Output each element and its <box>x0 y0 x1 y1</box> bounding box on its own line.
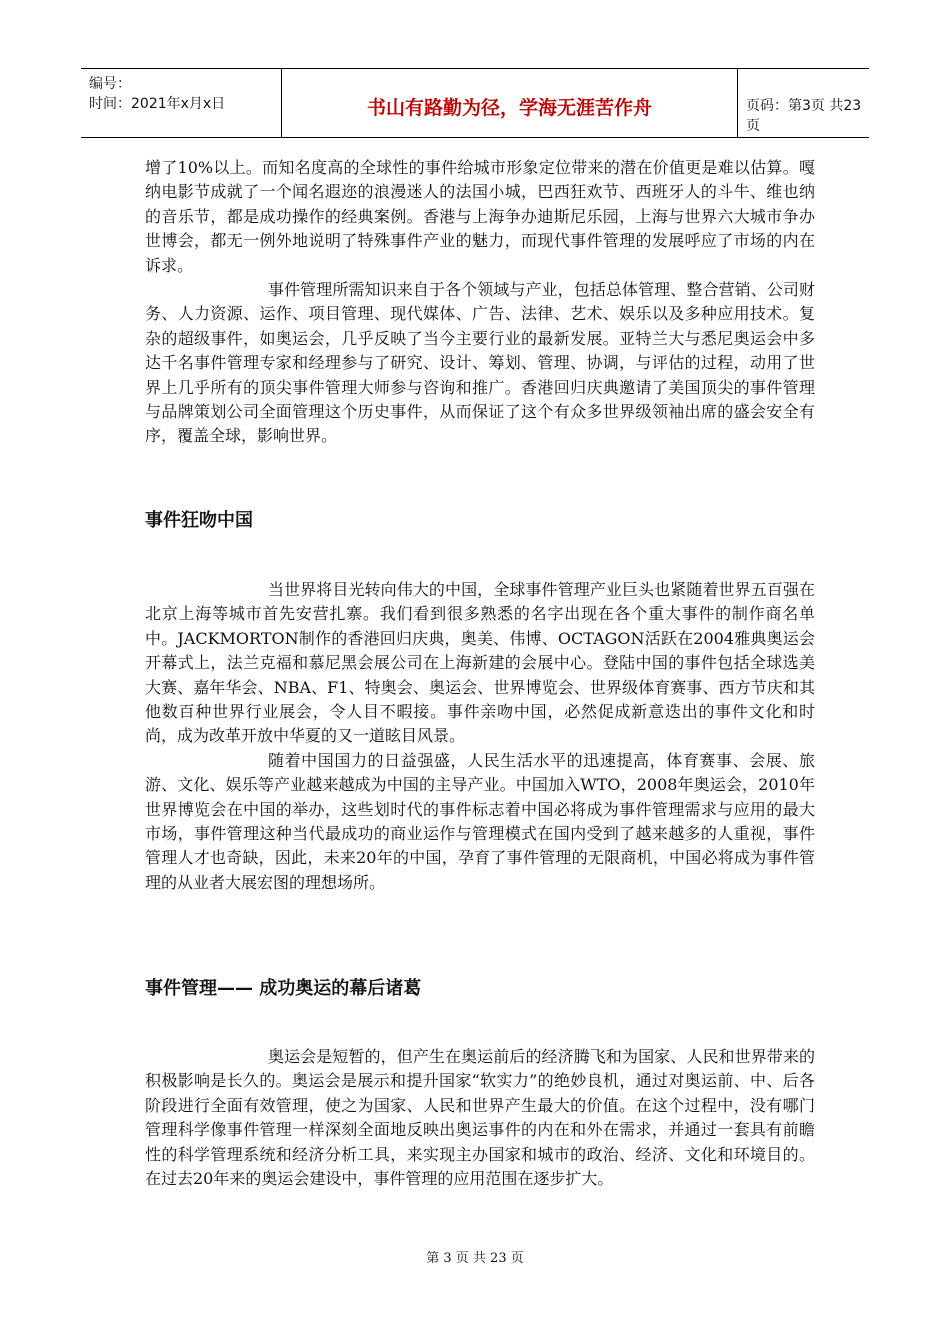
paragraph: 事件管理所需知识来自于各个领域与产业，包括总体管理、整合营销、公司财务、人力资源、运作、项目管理、现代媒体、广告、法律、艺术、娱乐以及多种应用技术。复杂的超级事件，如奥运会，几乎反映了当今主要行业的最新发展。亚特兰大与悉尼奥运会中多达千名事件管理专家和经理参与了研究、设计、筹划、管理、协调，与评估的过程，动用了世界上几乎所有的顶尖事件管理大师参与咨询和推广。香港回归庆典邀请了美国顶尖的事件管理与品牌策划公司全面管理这个历史事件，从而保证了这个有众多世界级领袖出席的盛会安全有序，覆盖全球，影响世界。 <box>145 280 815 446</box>
section-heading: 事件狂吻中国 <box>145 510 253 531</box>
header-motto <box>282 69 738 137</box>
time-label: 时间：2021年x月x日 <box>89 96 226 112</box>
section1-body <box>145 156 815 449</box>
code-label: 编号： <box>89 76 131 92</box>
section-heading: 事件管理—— 成功奥运的幕后诸葛 <box>145 978 422 999</box>
page-footer: 第 3 页 共 23 页 <box>426 1251 524 1266</box>
paragraph: 随着中国国力的日益强盛，人民生活水平的迅速提高，体育赛事、会展、旅游、文化、娱乐等产业越来越成为中国的主导产业。中国加入WTO，2008年奥运会，2010年世界博览会在中国的举办，这些划时代的事件标志着中国必将成为事件管理需求与应用的最大市场，事件管理这种当代最成功的商业运作与管理模式在国内受到了越来越多的人重视，事件管理人才也奇缺，因此，未来20年的中国，孕育了事件管理的无限商机，中国必将成为事件管理的从业者大展宏图的理想场所。 <box>145 750 815 892</box>
page-header <box>81 68 869 138</box>
section3-body <box>145 1045 815 1191</box>
header-meta <box>81 69 282 137</box>
section2-body <box>145 578 815 895</box>
page-info-text: 页码：第3页 共23页 <box>746 98 862 134</box>
paragraph: 当世界将目光转向伟大的中国，全球事件管理产业巨头也紧随着世界五百强在北京上海等城市首先安营扎寨。我们看到很多熟悉的名字出现在各个重大事件的制作商名单中。JACKMORTON制作的香港回归庆典，奥美、伟博、OCTAGON活跃在2004雅典奥运会开幕式上，法兰克福和慕尼黑会展公司在上海新建的会展中心。登陆中国的事件包括全球选美大赛、嘉年华会、NBA、F1、特奥会、奥运会、世界博览会、世界级体育赛事、西方节庆和其他数百种世界行业展会，令人目不暇接。事件亲吻中国，必然促成新意迭出的事件文化和时尚，成为改革开放中华夏的又一道眩目风景。 <box>145 580 815 746</box>
paragraph: 奥运会是短暂的，但产生在奥运前后的经济腾飞和为国家、人民和世界带来的积极影响是长久的。奥运会是展示和提升国家“软实力”的绝妙良机，通过对奥运前、中、后各阶段进行全面有效管理，使之为国家、人民和世界产生最大的价值。在这个过程中，没有哪门管理科学像事件管理一样深刻全面地反映出奥运事件的内在和外在需求，并通过一套具有前瞻性的科学管理系统和经济分析工具，来实现主办国家和城市的政治、经济、文化和环境目的。在过去20年来的奥运会建设中，事件管理的应用范围在逐步扩大。 <box>145 1047 815 1189</box>
paragraph: 增了10%以上。而知名度高的全球性的事件给城市形象定位带来的潜在价值更是难以估算。嘎纳电影节成就了一个闻名遐迩的浪漫迷人的法国小城，巴西狂欢节、西班牙人的斗牛、维也纳的音乐节，都是成功操作的经典案例。香港与上海争办迪斯尼乐园，上海与世界六大城市争办世博会，都无一例外地说明了特殊事件产业的魅力，而现代事件管理的发展呼应了市场的内在诉求。 <box>145 158 815 275</box>
header-page-info <box>738 69 869 137</box>
motto-text: 书山有路勤为径，学海无涯苦作舟 <box>366 97 652 119</box>
